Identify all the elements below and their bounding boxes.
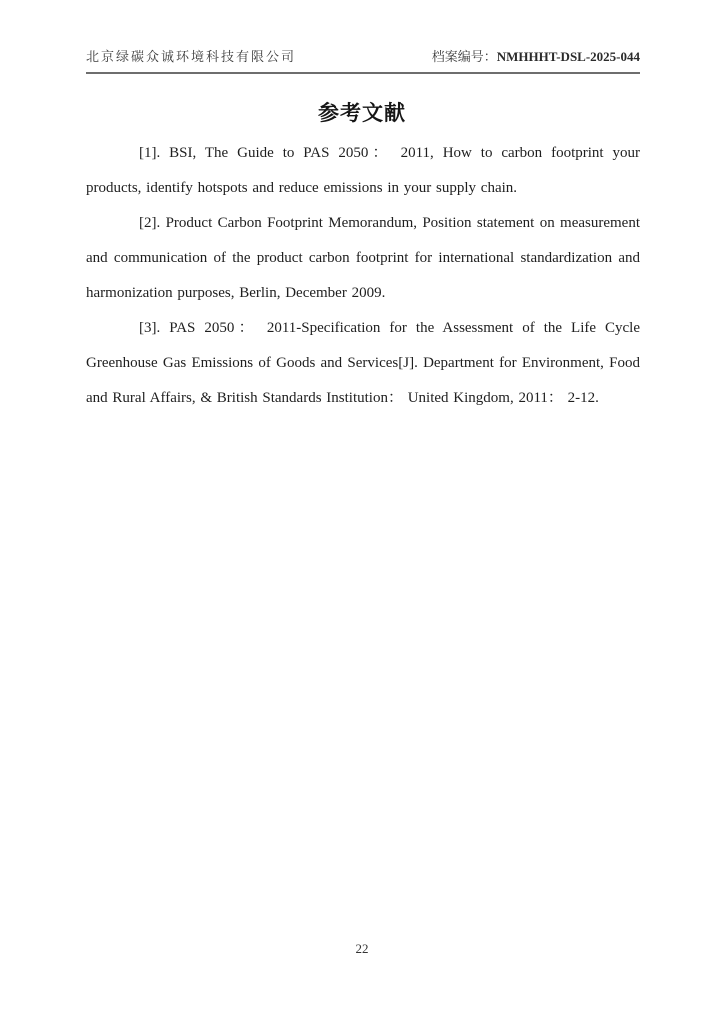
page-header	[86, 46, 640, 74]
page-number: 22	[355, 941, 369, 956]
archive-value: NMHHHT-DSL-2025-044	[496, 49, 640, 64]
page-title: 参考文献	[318, 101, 406, 125]
reference-item-1: [1]. BSI, The Guide to PAS 2050： 2011, How to carbon footprint your products, identify hotspots and reduce emissions in your supply chain.	[86, 145, 640, 196]
reference-item-2: [2]. Product Carbon Footprint Memorandum, Position statement on measurement and communication of the product carbon footprint for international standardization and harmonization purposes, Berlin, December 2009.	[86, 215, 640, 301]
header-company-name: 北京绿碳众诚环境科技有限公司	[86, 49, 297, 64]
page-footer	[0, 941, 724, 957]
header-archive-number	[432, 46, 640, 65]
reference-item-3: [3]. PAS 2050： 2011-Specification for the Assessment of the Life Cycle Greenhouse Gas Emissions of Goods and Services[J]. Department for Environment, Food and Rural Affairs, & British Standards Institution： United Kingdom, 2011： 2-12.	[86, 320, 640, 406]
references-list	[86, 136, 640, 416]
archive-label: 档案编号：	[431, 49, 497, 64]
